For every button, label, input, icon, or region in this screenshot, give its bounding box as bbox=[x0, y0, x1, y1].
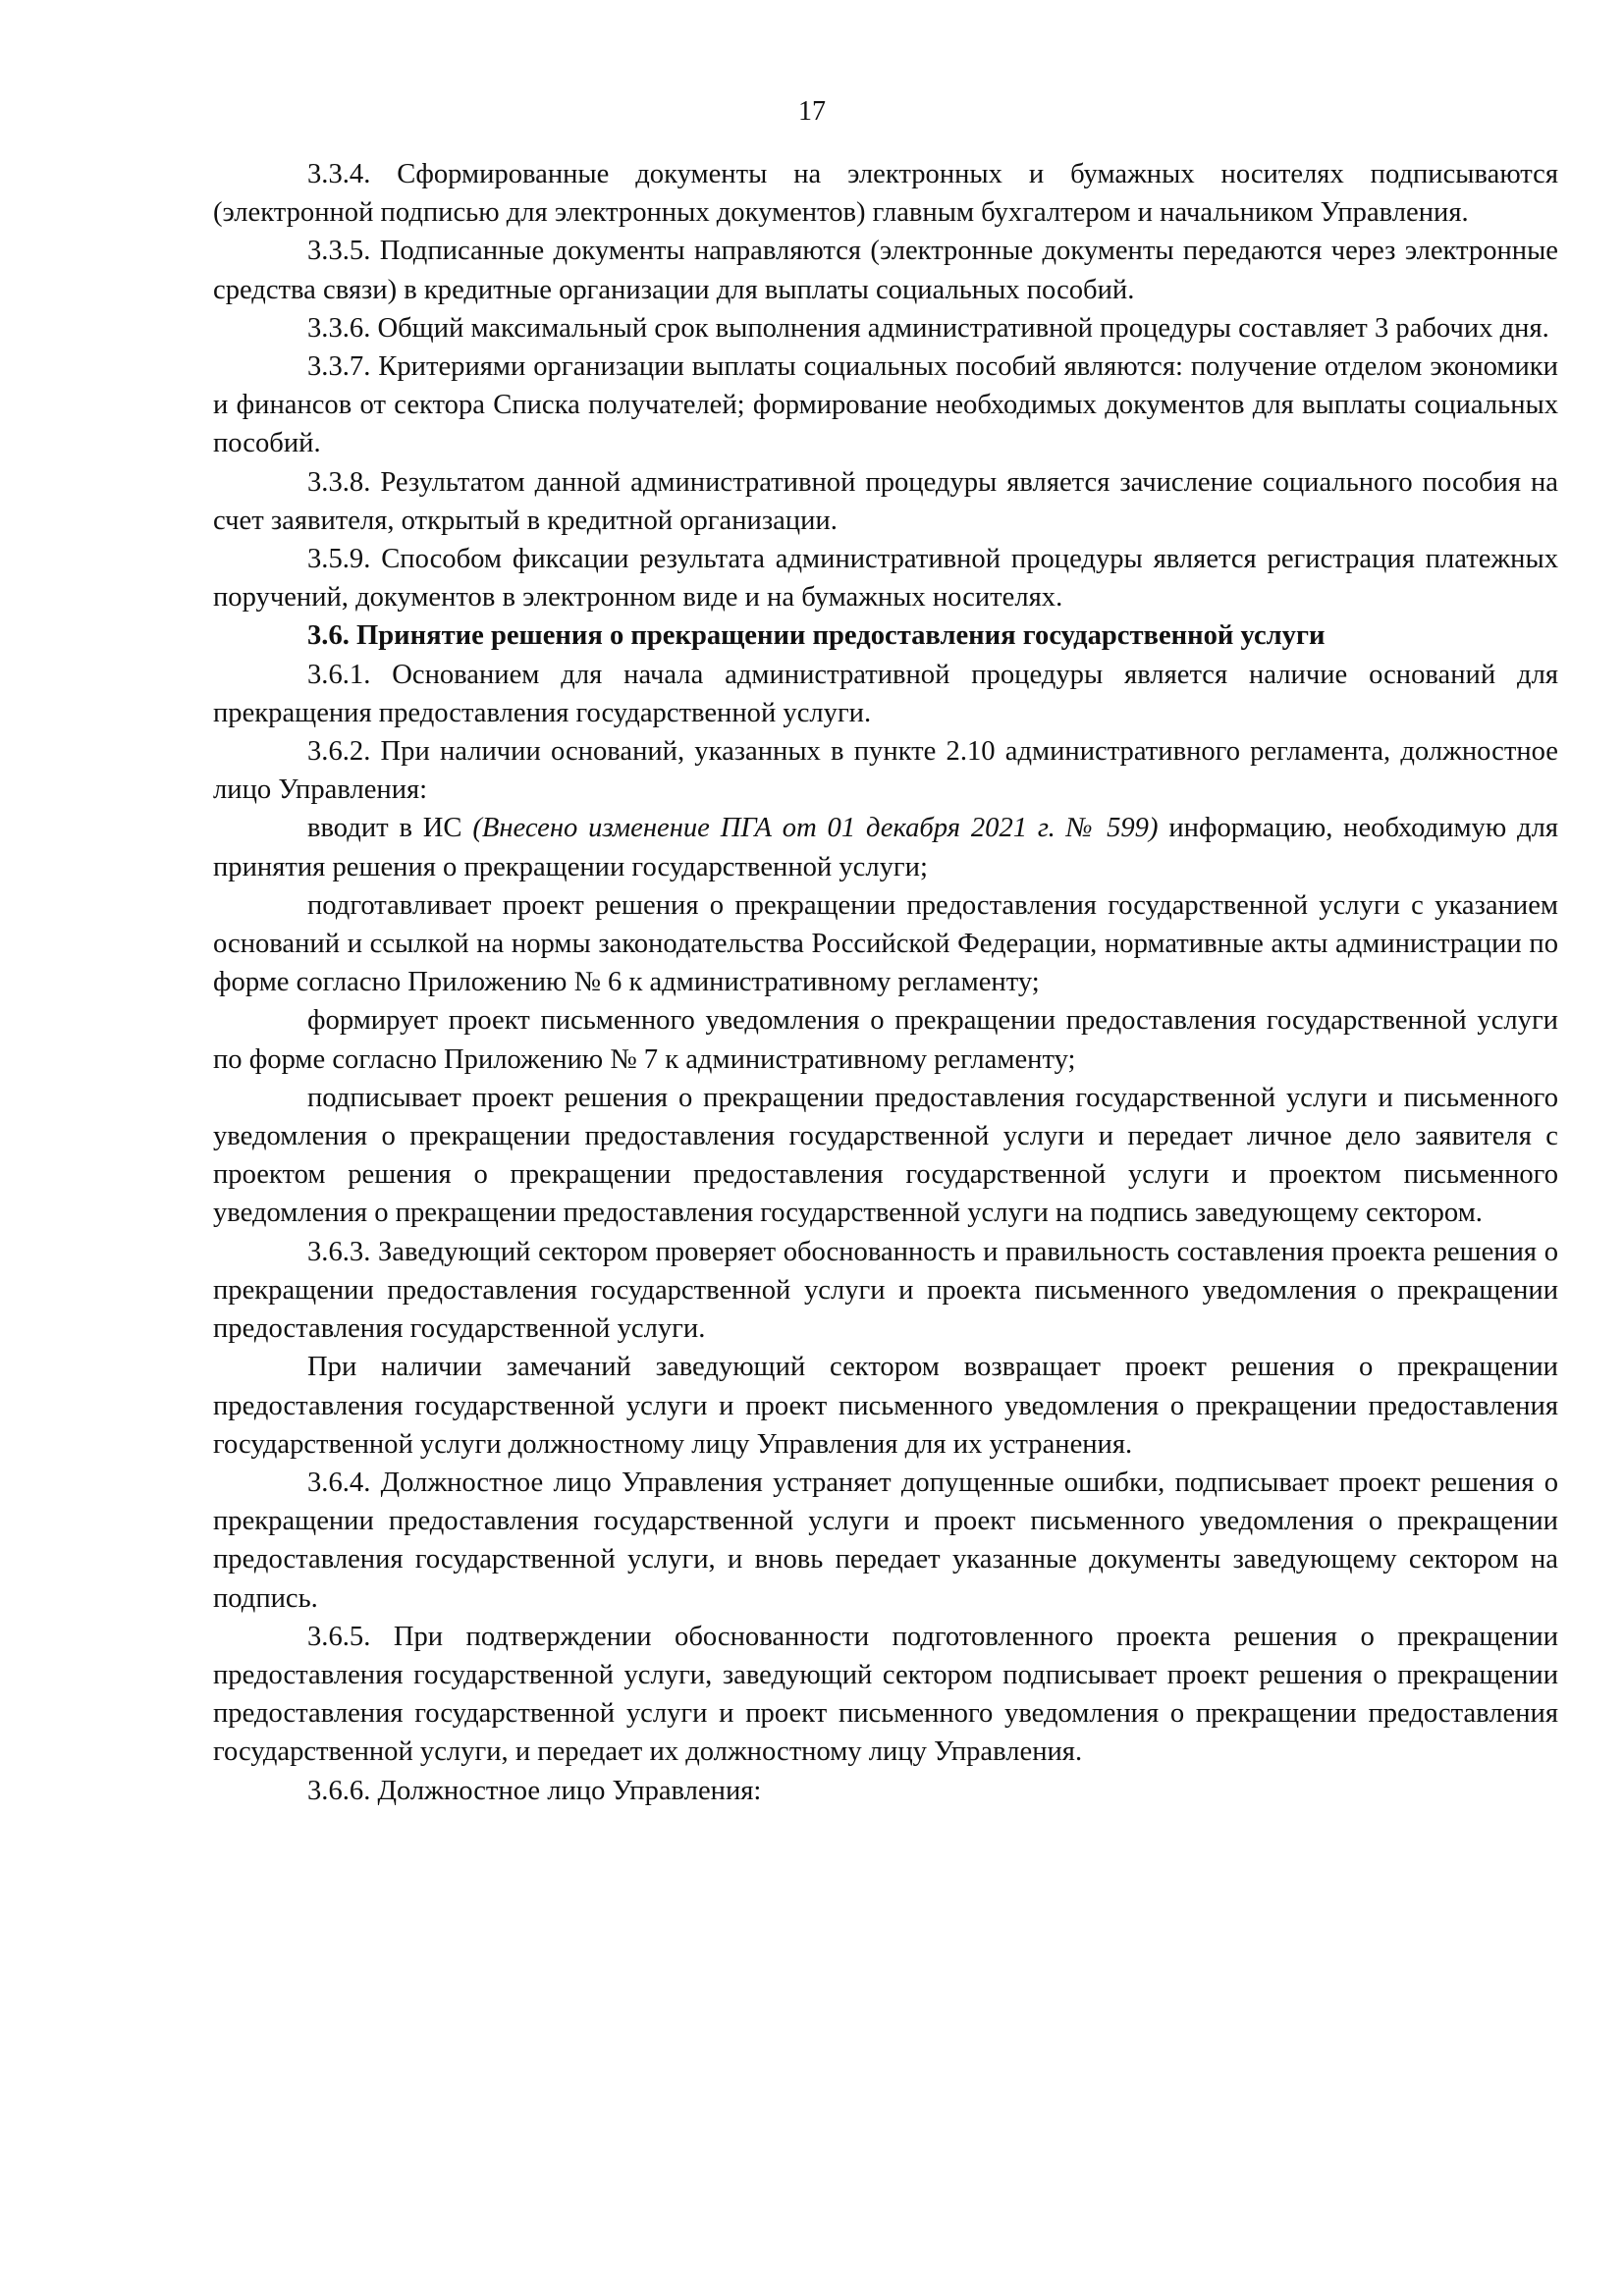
paragraph-3-6-2: 3.6.2. При наличии оснований, указанных в пункте 2.10 административного регламента, должностное лицо Управления: bbox=[213, 736, 1558, 806]
paragraph-prepare-draft-decision: подготавливает проект решения о прекращении предоставления государственной услуги с указанием оснований и ссылкой на нормы законодательства Российской Федерации, нормативные акты администрации по форме согласно Приложению № 6 к административному регламенту; bbox=[213, 889, 1558, 998]
paragraph-form-notification-draft: формирует проект письменного уведомления о прекращении предоставления государственной услуги по форме согласно Приложению № 7 к административному регламенту; bbox=[213, 1005, 1558, 1075]
document-body bbox=[213, 155, 1558, 1810]
paragraph-3-6-4: 3.6.4. Должностное лицо Управления устраняет допущенные ошибки, подписывает проект решения о прекращении предоставления государственной услуги и проект письменного уведомления о прекращении предоставления государственной услуги, и вновь передает указанные документы заведующему сектором на подпись. bbox=[213, 1467, 1558, 1614]
section-heading-3-6: 3.6. Принятие решения о прекращении предоставления государственной услуги bbox=[307, 620, 1326, 652]
enter-into-is-continuation: информацию, необходимую для принятия решения о прекращении государственной услуги; bbox=[213, 813, 1559, 882]
paragraph-3-3-5: 3.3.5. Подписанные документы направляются (электронные документы передаются через электронные средства связи) в кредитные организации для выплаты социальных пособий. bbox=[213, 236, 1558, 305]
enter-into-is-text: вводит в ИС bbox=[307, 813, 473, 844]
paragraph-3-6-5: 3.6.5. При подтверждении обоснованности подготовленного проекта решения о прекращении предоставления государственной услуги, заведующий сектором подписывает проект решения о прекращении предоставления государственной услуги и проект письменного уведомления о прекращении предоставления государственной услуги, и передает их должностному лицу Управления. bbox=[213, 1621, 1558, 1768]
paragraph-3-6-1: 3.6.1. Основанием для начала административной процедуры является наличие оснований для прекращения предоставления государственной услуги. bbox=[213, 659, 1558, 728]
page-number: 17 bbox=[798, 96, 826, 127]
paragraph-remarks: При наличии замечаний заведующий сектором возвращает проект решения о прекращении предоставления государственной услуги и проект письменного уведомления о прекращении предоставления государственной услуги должностному лицу Управления для их устранения. bbox=[213, 1352, 1558, 1460]
paragraph-sign-draft: подписывает проект решения о прекращении предоставления государственной услуги и письменного уведомления о прекращении предоставления государственной услуги и передает личное дело заявителя с проектом решения о прекращении предоставления государственной услуги и проектом письменного уведомления о прекращении предоставления государственной услуги на подпись заведующему сектором. bbox=[213, 1082, 1558, 1229]
paragraph-3-3-7: 3.3.7. Критериями организации выплаты социальных пособий являются: получение отделом экономики и финансов от сектора Списка получателей; формирование необходимых документов для выплаты социальных пособий. bbox=[213, 351, 1558, 459]
paragraph-3-3-6: 3.3.6. Общий максимальный срок выполнения административной процедуры составляет 3 рабочих дня. bbox=[307, 312, 1549, 344]
paragraph-3-5-9: 3.5.9. Способом фиксации результата административной процедуры является регистрация платежных поручений, документов в электронном виде и на бумажных носителях. bbox=[213, 544, 1558, 614]
paragraph-3-6-6: 3.6.6. Должностное лицо Управления: bbox=[307, 1775, 762, 1806]
paragraph-3-3-8: 3.3.8. Результатом данной административной процедуры является зачисление социального пособия на счет заявителя, открытый в кредитной организации. bbox=[213, 466, 1558, 536]
paragraph-enter-into-is bbox=[213, 809, 1558, 885]
amendment-note: (Внесено изменение ПГА от 01 декабря 2021 г. № 599) bbox=[472, 813, 1159, 844]
paragraph-3-3-4: 3.3.4. Сформированные документы на электронных и бумажных носителях подписываются (электронной подписью для электронных документов) главным бухгалтером и начальником Управления. bbox=[213, 159, 1558, 229]
paragraph-3-6-3: 3.6.3. Заведующий сектором проверяет обоснованность и правильность составления проекта решения о прекращении предоставления государственной услуги и проекта письменного уведомления о прекращении предоставления государственной услуги. bbox=[213, 1236, 1558, 1345]
